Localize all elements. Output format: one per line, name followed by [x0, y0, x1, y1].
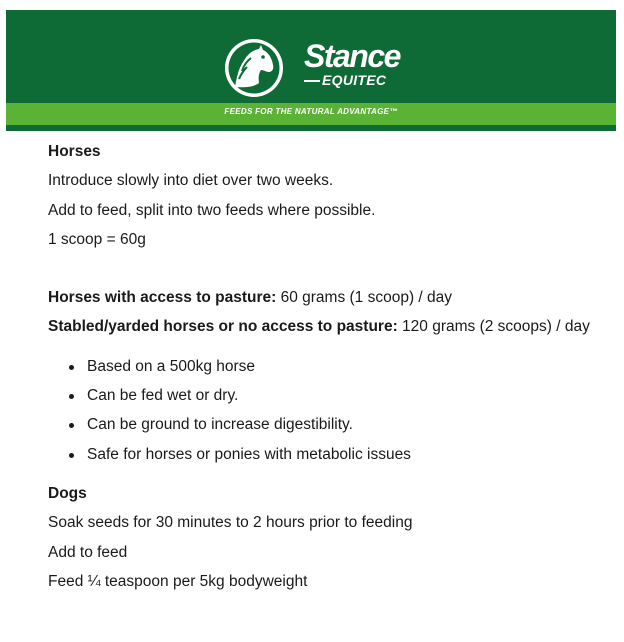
spacer: [48, 474, 608, 484]
horse-head-icon: [223, 37, 285, 99]
pasture-dosage: [48, 288, 608, 317]
pasture-value: 60 grams (1 scoop) / day: [276, 289, 453, 307]
brand-wordmark: [304, 40, 400, 88]
brand-banner: [6, 10, 616, 131]
list-item: Based on a 500kg horse: [48, 357, 608, 386]
dogs-line: Feed ¼ teaspoon per 5kg bodyweight: [48, 572, 308, 590]
horse-notes-list: [48, 357, 608, 474]
list-item: Can be ground to increase digestibility.: [48, 415, 608, 444]
horses-heading-row: [48, 142, 608, 171]
stabled-label: Stabled/yarded horses or no access to pasture:: [48, 318, 398, 336]
tagline: FEEDS FOR THE NATURAL ADVANTAGE™: [224, 107, 398, 116]
spacer: [48, 259, 608, 288]
dogs-line: Soak seeds for 30 minutes to 2 hours prior to feeding: [48, 514, 413, 532]
horses-heading: Horses: [48, 143, 101, 160]
list-item: Safe for horses or ponies with metabolic issues: [48, 445, 608, 474]
dogs-heading: Dogs: [48, 484, 87, 502]
brand-subname: EQUITEC: [322, 72, 400, 88]
list-item: Can be fed wet or dry.: [48, 386, 608, 415]
horses-line: 1 scoop = 60g: [48, 230, 146, 248]
stabled-value: 120 grams (2 scoops) / day: [397, 318, 590, 336]
horses-line: Introduce slowly into diet over two weeks.: [48, 172, 334, 190]
brand-name: Stance: [304, 38, 400, 74]
feeding-instructions: [48, 142, 608, 601]
banner-rule: [6, 125, 616, 131]
dogs-line: Add to feed: [48, 543, 128, 561]
stabled-dosage: [48, 317, 608, 346]
horses-line: Add to feed, split into two feeds where possible.: [48, 201, 376, 219]
dogs-heading-row: [48, 484, 608, 513]
spacer: [48, 347, 608, 357]
pasture-label: Horses with access to pasture:: [48, 289, 277, 307]
